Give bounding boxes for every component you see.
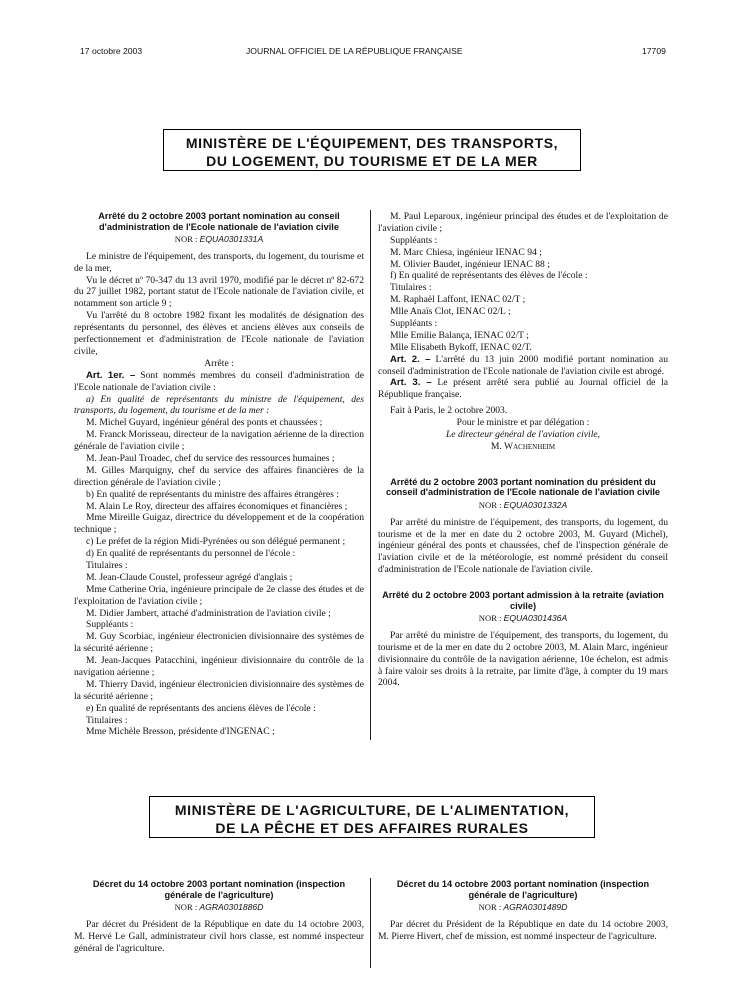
arrete-2-title: Arrêté du 2 octobre 2003 portant nomination du président du conseil d'administration de l'Ecole nationale de l'aviation civile	[385, 476, 661, 498]
list-item: Mlle Anaïs Clot, IENAC 02/L ;	[390, 306, 511, 318]
paragraph: Vu le décret nº 70-347 du 13 avril 1970, modifié par le décret nº 82-672 du 27 juillet 1982, portant statut de l'Ecole nationale de l'aviation civile, et notamment son article 9 ;	[74, 274, 364, 310]
signature-delegation: Pour le ministre et par délégation :	[456, 417, 590, 429]
subheading: Suppléants :	[390, 234, 438, 246]
list-item: M. Olivier Baudet, ingénieur IENAC 88 ;	[390, 258, 550, 270]
left-column	[74, 211, 364, 738]
ministry-equipement-line1: MINISTÈRE DE L'ÉQUIPEMENT, DES TRANSPORTS,	[185, 135, 559, 151]
paragraph: c) Le préfet de la région Midi-Pyrénées ou son délégué permanent ;	[86, 536, 346, 548]
column-divider	[370, 210, 371, 740]
arrete-2-body: Par arrêté du ministre de l'équipement, des transports, du logement, du tourisme et de la mer en date du 2 octobre 2003, M. Guyard (Michel), ingénieur général des ponts et chaussées, chef de l'inspection générale de l'aviation civile et de la météorologie, est nommé président du conseil d'administration de l'Ecole nationale de l'aviation civile.	[378, 516, 668, 576]
ministry-agriculture-line2: DE LA PÊCHE ET DES AFFAIRES RURALES	[215, 820, 529, 836]
list-item: M. Gilles Marquigny, chef du service des affaires financières de la direction générale de l'aviation civile ;	[74, 464, 364, 488]
arrete-3-title: Arrêté du 2 octobre 2003 portant admission à la retraite (aviation civile)	[382, 590, 664, 611]
article-3: Art. 3. – Le présent arrêté sera publié au Journal officiel de la République française.	[378, 377, 668, 401]
list-item: Mme Catherine Oria, ingénieure principale de 2e classe des études et de l'exploitation de l'aviation civile ;	[74, 583, 364, 607]
arrete-1-title: Arrêté du 2 octobre 2003 portant nomination au conseil d'administration de l'Ecole nationale de l'aviation civile	[98, 211, 340, 232]
list-item: Mme Michèle Bresson, présidente d'INGENAC ;	[86, 726, 275, 738]
arrete-1-nor: NOR : EQUA0301331A	[174, 234, 264, 245]
list-item: M. Michel Guyard, ingénieur général des ponts et chaussées ;	[86, 417, 323, 429]
list-item: M. Didier Jambert, attaché d'administration de l'aviation civile ;	[86, 607, 331, 619]
ministry-equipement-box	[163, 129, 581, 171]
column-divider	[370, 878, 371, 968]
decret-2-nor: NOR : AGRA0301489D	[478, 902, 568, 913]
list-item: M. Raphaël Laffont, IENAC 02/T ;	[390, 294, 526, 306]
list-item: M. Jean-Claude Coustel, professeur agrégé d'anglais ;	[86, 571, 293, 583]
ministry-agriculture-line1: MINISTÈRE DE L'AGRICULTURE, DE L'ALIMENTATION,	[174, 802, 570, 818]
header-date: 17 octobre 2003	[80, 46, 143, 56]
list-item: M. Thierry David, ingénieur électronicien divisionnaire des systèmes de la sécurité aérienne ;	[74, 678, 364, 702]
subheading: Suppléants :	[86, 619, 134, 631]
list-item: Mlle Elisabeth Bykoff, IENAC 02/T.	[390, 341, 532, 353]
list-item: M. Paul Leparoux, ingénieur principal des études et de l'exploitation de l'aviation civile ;	[378, 211, 668, 234]
list-item: M. Guy Scorbiac, ingénieur électronicien divisionnaire des systèmes de la sécurité aérienne ;	[74, 631, 364, 655]
paragraph: d) En qualité de représentants du personnel de l'école :	[86, 548, 296, 560]
header-page-number: 17709	[642, 46, 666, 56]
signature-date: Fait à Paris, le 2 octobre 2003.	[390, 405, 508, 417]
article-1: Art. 1er. – Sont nommés membres du conseil d'administration de l'Ecole nationale de l'aviation civile :	[74, 369, 364, 393]
subheading: Titulaires :	[390, 282, 432, 294]
header-journal-title: JOURNAL OFFICIEL DE LA RÉPUBLIQUE FRANÇAISE	[246, 46, 463, 56]
paragraph: Le ministre de l'équipement, des transports, du logement, du tourisme et de la mer,	[74, 250, 364, 274]
list-item: M. Franck Morisseau, directeur de la navigation aérienne de la direction générale de l'aviation civile ;	[74, 429, 364, 453]
list-item: Mme Mireille Guigaz, directrice du développement et de la coopération technique ;	[74, 512, 364, 536]
decret-2-body: Par décret du Président de la République en date du 14 octobre 2003, M. Pierre Hivert, chef de mission, est nommé inspecteur de l'agriculture.	[378, 918, 668, 942]
decret-2-title: Décret du 14 octobre 2003 portant nomination (inspection générale de l'agriculture)	[396, 879, 650, 900]
subheading: Suppléants :	[390, 318, 438, 330]
decret-left	[74, 879, 364, 954]
arrete-3-body: Par arrêté du ministre de l'équipement, des transports, du logement, du tourisme et de la mer en date du 2 octobre 2003, M. Alain Marc, ingénieur divisionnaire du contrôle de la navigation aérienne, 10e échelon, est admis à faire valoir ses droits à la retraite, par limite d'âge, à compter du 19 mars 2004.	[378, 629, 668, 689]
arrete-2-nor: NOR : EQUA0301332A	[478, 499, 568, 510]
decret-1-title: Décret du 14 octobre 2003 portant nomination (inspection générale de l'agriculture)	[92, 879, 346, 900]
article-2: Art. 2. – L'arrêté du 13 juin 2000 modifié portant nomination au conseil d'administration de l'Ecole nationale de l'aviation civile est abrogé.	[378, 353, 668, 377]
ministry-equipement-line2: DU LOGEMENT, DU TOURISME ET DE LA MER	[206, 153, 538, 169]
decret-right	[378, 879, 668, 943]
ministry-agriculture-box	[149, 796, 595, 838]
decret-1-body: Par décret du Président de la République en date du 14 octobre 2003, M. Hervé Le Gall, administrateur civil hors classe, est nommé inspecteur général de l'agriculture.	[74, 918, 364, 954]
signature-role: Le directeur général de l'aviation civile,	[445, 429, 601, 441]
paragraph: f) En qualité de représentants des élèves de l'école :	[390, 270, 588, 282]
right-column	[378, 211, 668, 689]
subheading: Titulaires :	[86, 559, 128, 571]
paragraph: e) En qualité de représentants des anciens élèves de l'école :	[86, 702, 316, 714]
list-item: M. Alain Le Roy, directeur des affaires économiques et financières ;	[86, 500, 348, 512]
list-item: M. Marc Chiesa, ingénieur IENAC 94 ;	[390, 246, 542, 258]
signature-name: M. Wachenheim	[490, 440, 556, 452]
paragraph: b) En qualité de représentants du ministre des affaires étrangères :	[86, 488, 339, 500]
arrete-label: Arrête :	[204, 357, 234, 369]
arrete-3-nor: NOR : EQUA0301436A	[478, 613, 568, 624]
subheading: Titulaires :	[86, 714, 128, 726]
list-item: Mlle Emilie Balança, IENAC 02/T ;	[390, 329, 529, 341]
list-item: M. Jean-Jacques Patacchini, ingénieur divisionnaire du contrôle de la navigation aérienne ;	[74, 655, 364, 678]
paragraph: Vu l'arrêté du 8 octobre 1982 fixant les modalités de désignation des représentants du personnel, des élèves et anciens élèves aux conseils de perfectionnement et d'administration de l'Ecole nationale de l'aviation civile,	[74, 310, 364, 357]
list-item: M. Jean-Paul Troadec, chef du service des ressources humaines ;	[86, 452, 335, 464]
decret-1-nor: NOR : AGRA0301886D	[174, 902, 264, 913]
paragraph: a) En qualité de représentants du ministre de l'équipement, des transports, du logement, du tourisme et de la mer :	[74, 393, 364, 417]
